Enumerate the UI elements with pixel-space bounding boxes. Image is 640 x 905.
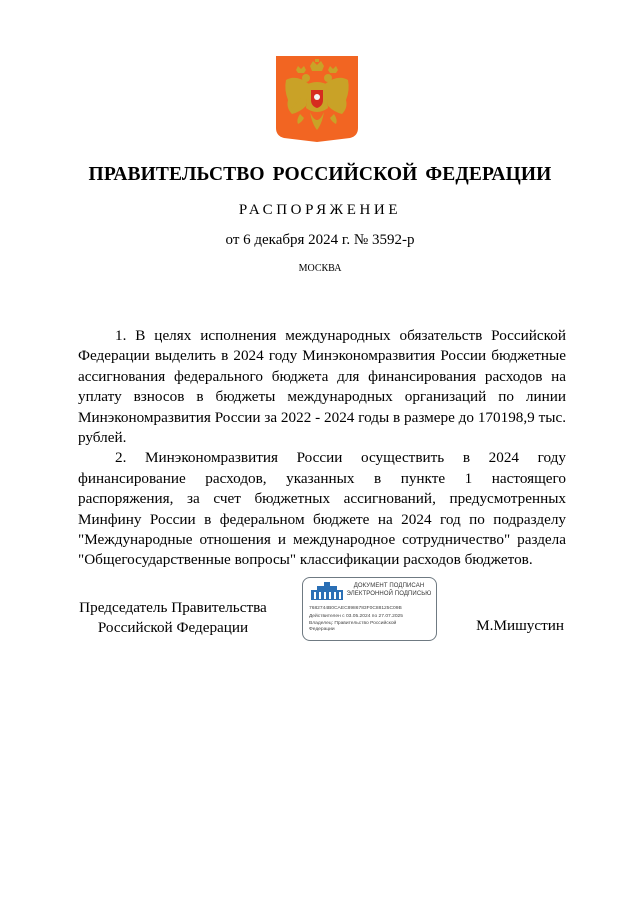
document-city: МОСКВА	[298, 263, 342, 274]
document-body	[78, 326, 566, 571]
stamp-title	[343, 583, 435, 598]
stamp-certificate: 7682744B0CAEC8986783F0C88125C09B	[309, 606, 402, 611]
signer-position-line1: Председатель Правительства	[79, 599, 267, 616]
document-date-number: от 6 декабря 2024 г. № 3592-р	[225, 232, 415, 248]
electronic-signature-stamp	[302, 577, 437, 641]
stamp-title-line2: ЭЛЕКТРОННОЙ ПОДПИСЬЮ	[346, 590, 432, 597]
government-title: ПРАВИТЕЛЬСТВО РОССИЙСКОЙ ФЕДЕРАЦИИ	[88, 164, 552, 185]
signer-position	[78, 598, 268, 638]
building-emblem-icon	[309, 582, 345, 602]
signer-position-line2: Российской Федерации	[97, 619, 249, 636]
document-kind: РАСПОРЯЖЕНИЕ	[238, 202, 402, 218]
paragraph-1: 1. В целях исполнения международных обязательств Российской Федерации выделить в 2024 году Минэкономразвития России бюджетные ассигнования федерального бюджета для финансирования расходов на уплату взносов в бюджеты международных организаций по линии Минэкономразвития России за 2022 - 2024 годы в размере до 170198,9 тыс. рублей.	[78, 327, 566, 447]
coat-of-arms	[276, 56, 358, 142]
signer-name: М.Мишустин	[476, 617, 564, 634]
stamp-validity: Действителен с 03.05.2024 по 27.07.2025	[309, 614, 403, 619]
stamp-owner-line2: Федерации	[309, 627, 335, 632]
coat-of-arms-icon	[276, 56, 358, 142]
stamp-title-line1: ДОКУМЕНТ ПОДПИСАН	[353, 583, 425, 589]
paragraph-2: 2. Минэкономразвития России осуществить в 2024 году финансирование расходов, указанных в пункте 1 настоящего распоряжения, за счет бюджетных ассигнований, предусмотренных Минфину России в федеральном бюджете на 2024 год по подразделу "Международные отношения и международное сотрудничество" раздела "Общегосударственные вопросы" классификации расходов бюджетов.	[78, 449, 566, 569]
stamp-owner-line1: Владелец: Правительство Российской	[309, 621, 397, 626]
